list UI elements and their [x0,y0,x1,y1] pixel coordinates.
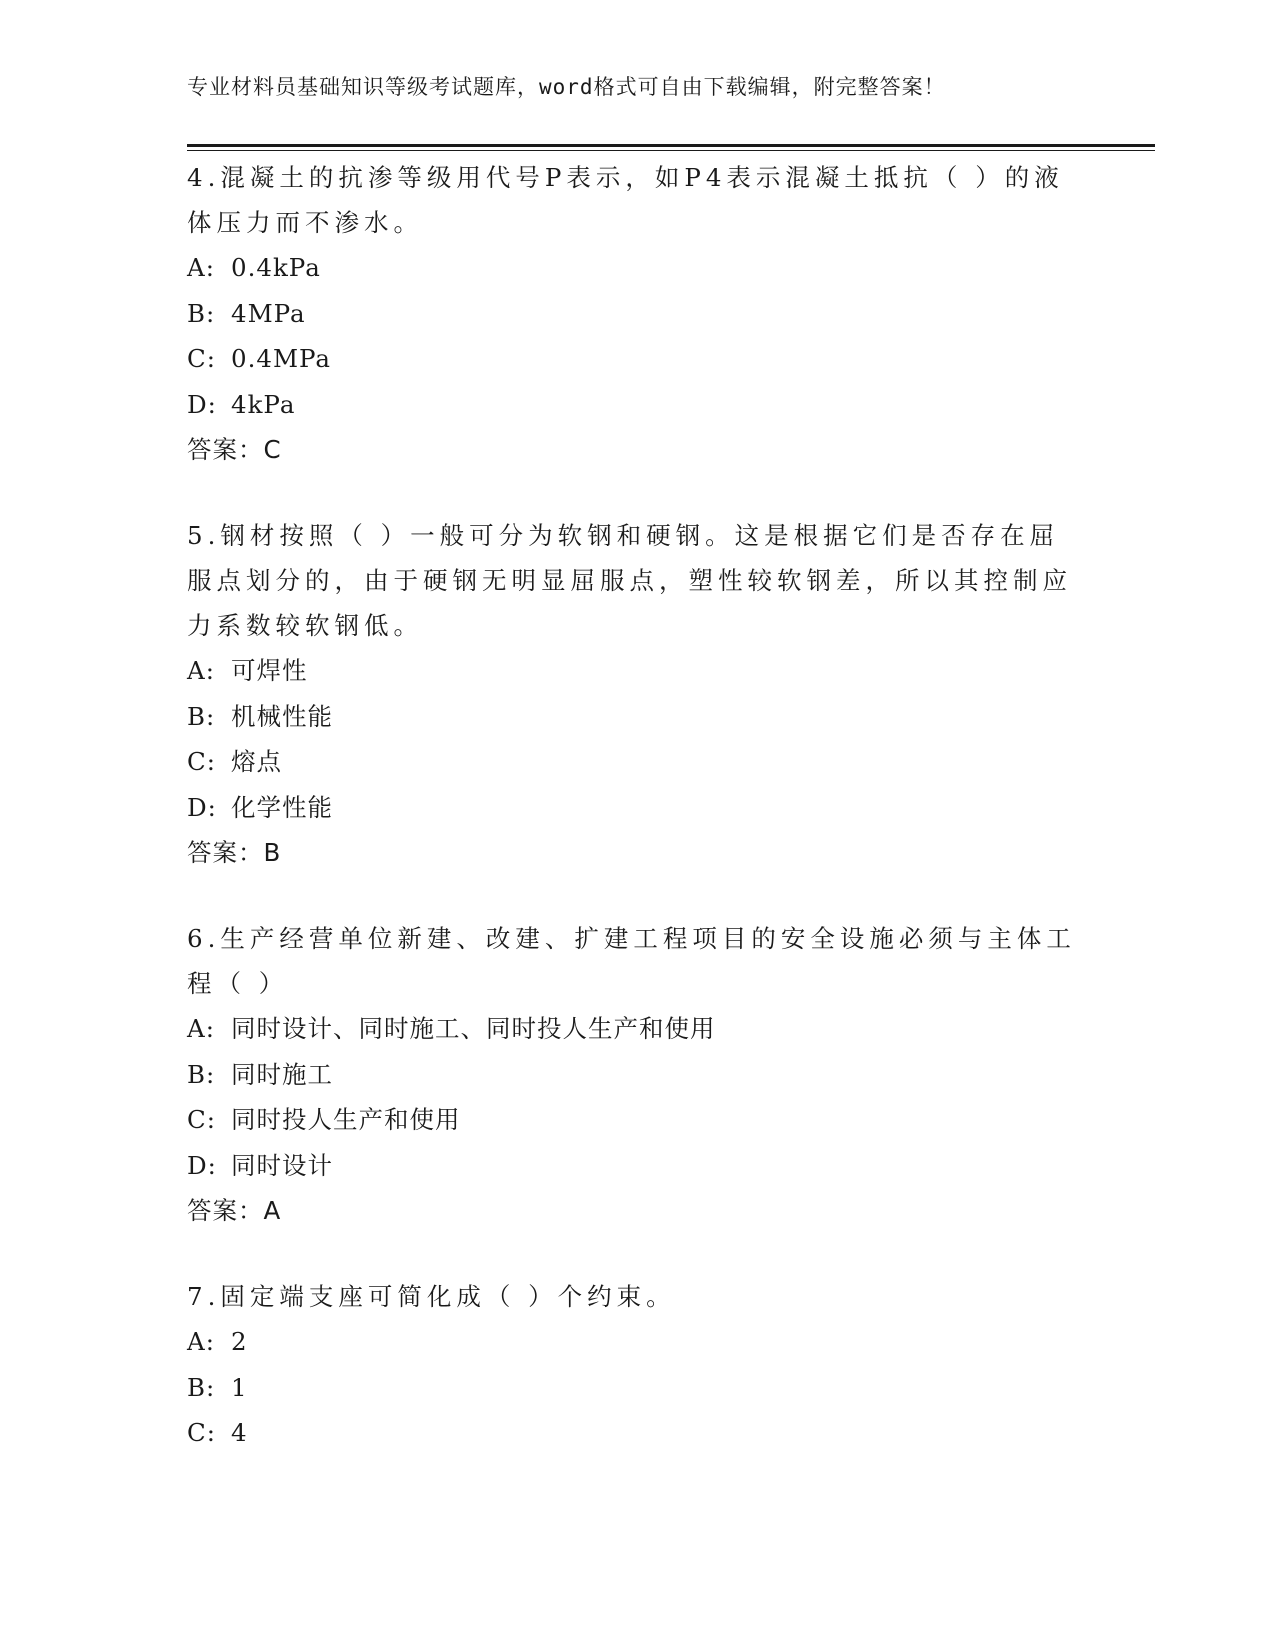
option-letter: D: [187,389,217,419]
header-rule-thin [187,150,1155,151]
question-6 [187,916,1087,1233]
option-b [187,1052,1087,1098]
option-text: 机械性能 [231,701,333,731]
question-text: 4.混凝土的抗渗等级用代号P表示，如P4表示混凝土抵抗（ ）的液体压力而不渗水。 [187,163,1064,237]
option-text: 0.4kPa [231,253,321,282]
option-d [187,382,1087,428]
option-letter: A: [187,656,215,685]
option-letter: C: [187,747,217,776]
header-banner: 专业材料员基础知识等级考试题库，word格式可自由下载编辑，附完整答案！ [187,75,946,99]
option-text: 同时设计 [231,1150,333,1180]
option-letter: B: [187,701,216,731]
option-a [187,1319,1087,1365]
option-text: 4MPa [231,298,306,328]
option-text: 2 [231,1327,248,1356]
option-letter: D: [187,792,217,822]
option-text: 熔点 [231,747,282,776]
option-letter: C: [187,344,217,373]
option-letter: A: [187,1014,215,1043]
question-text: 5.钢材按照（ ）一般可分为软钢和硬钢。这是根据它们是否存在屈服点划分的，由于硬钢无明显屈服点，塑性较软钢差，所以其控制应力系数较软钢低。 [187,521,1072,640]
question-7 [187,1274,1087,1456]
option-letter: C: [187,1105,217,1134]
question-5 [187,513,1087,875]
option-letter: B: [187,298,216,328]
option-a [187,648,1087,694]
answer-line: 答案：A [187,1196,282,1225]
option-b [187,694,1087,740]
header-rule-thick [187,144,1155,147]
option-text: 同时设计、同时施工、同时投人生产和使用 [231,1014,716,1043]
question-4 [187,155,1087,472]
option-text: 0.4MPa [231,344,332,373]
question-text: 7.固定端支座可简化成（ ）个约束。 [187,1282,676,1311]
option-b [187,1365,1087,1411]
option-text: 4kPa [231,389,296,419]
option-text: 1 [231,1372,248,1402]
option-text: 化学性能 [231,792,333,822]
option-letter: B: [187,1059,216,1089]
question-text: 6.生产经营单位新建、改建、扩建工程项目的安全设施必须与主体工程（ ） [187,924,1076,998]
option-a [187,1006,1087,1052]
option-letter: C: [187,1418,217,1447]
option-c [187,739,1087,785]
option-a [187,245,1087,291]
question-list [187,155,1087,1497]
option-letter: D: [187,1150,217,1180]
option-letter: A: [187,253,215,282]
option-letter: B: [187,1372,216,1402]
option-d [187,785,1087,831]
option-letter: A: [187,1327,215,1356]
option-c [187,1410,1087,1456]
answer-line: 答案：C [187,435,282,464]
option-c [187,1097,1087,1143]
option-c [187,336,1087,382]
option-text: 可焊性 [231,656,308,685]
option-text: 同时投人生产和使用 [231,1105,461,1134]
option-b [187,291,1087,337]
option-text: 4 [231,1418,248,1447]
option-text: 同时施工 [231,1059,333,1089]
answer-line: 答案：B [187,838,282,867]
option-d [187,1143,1087,1189]
